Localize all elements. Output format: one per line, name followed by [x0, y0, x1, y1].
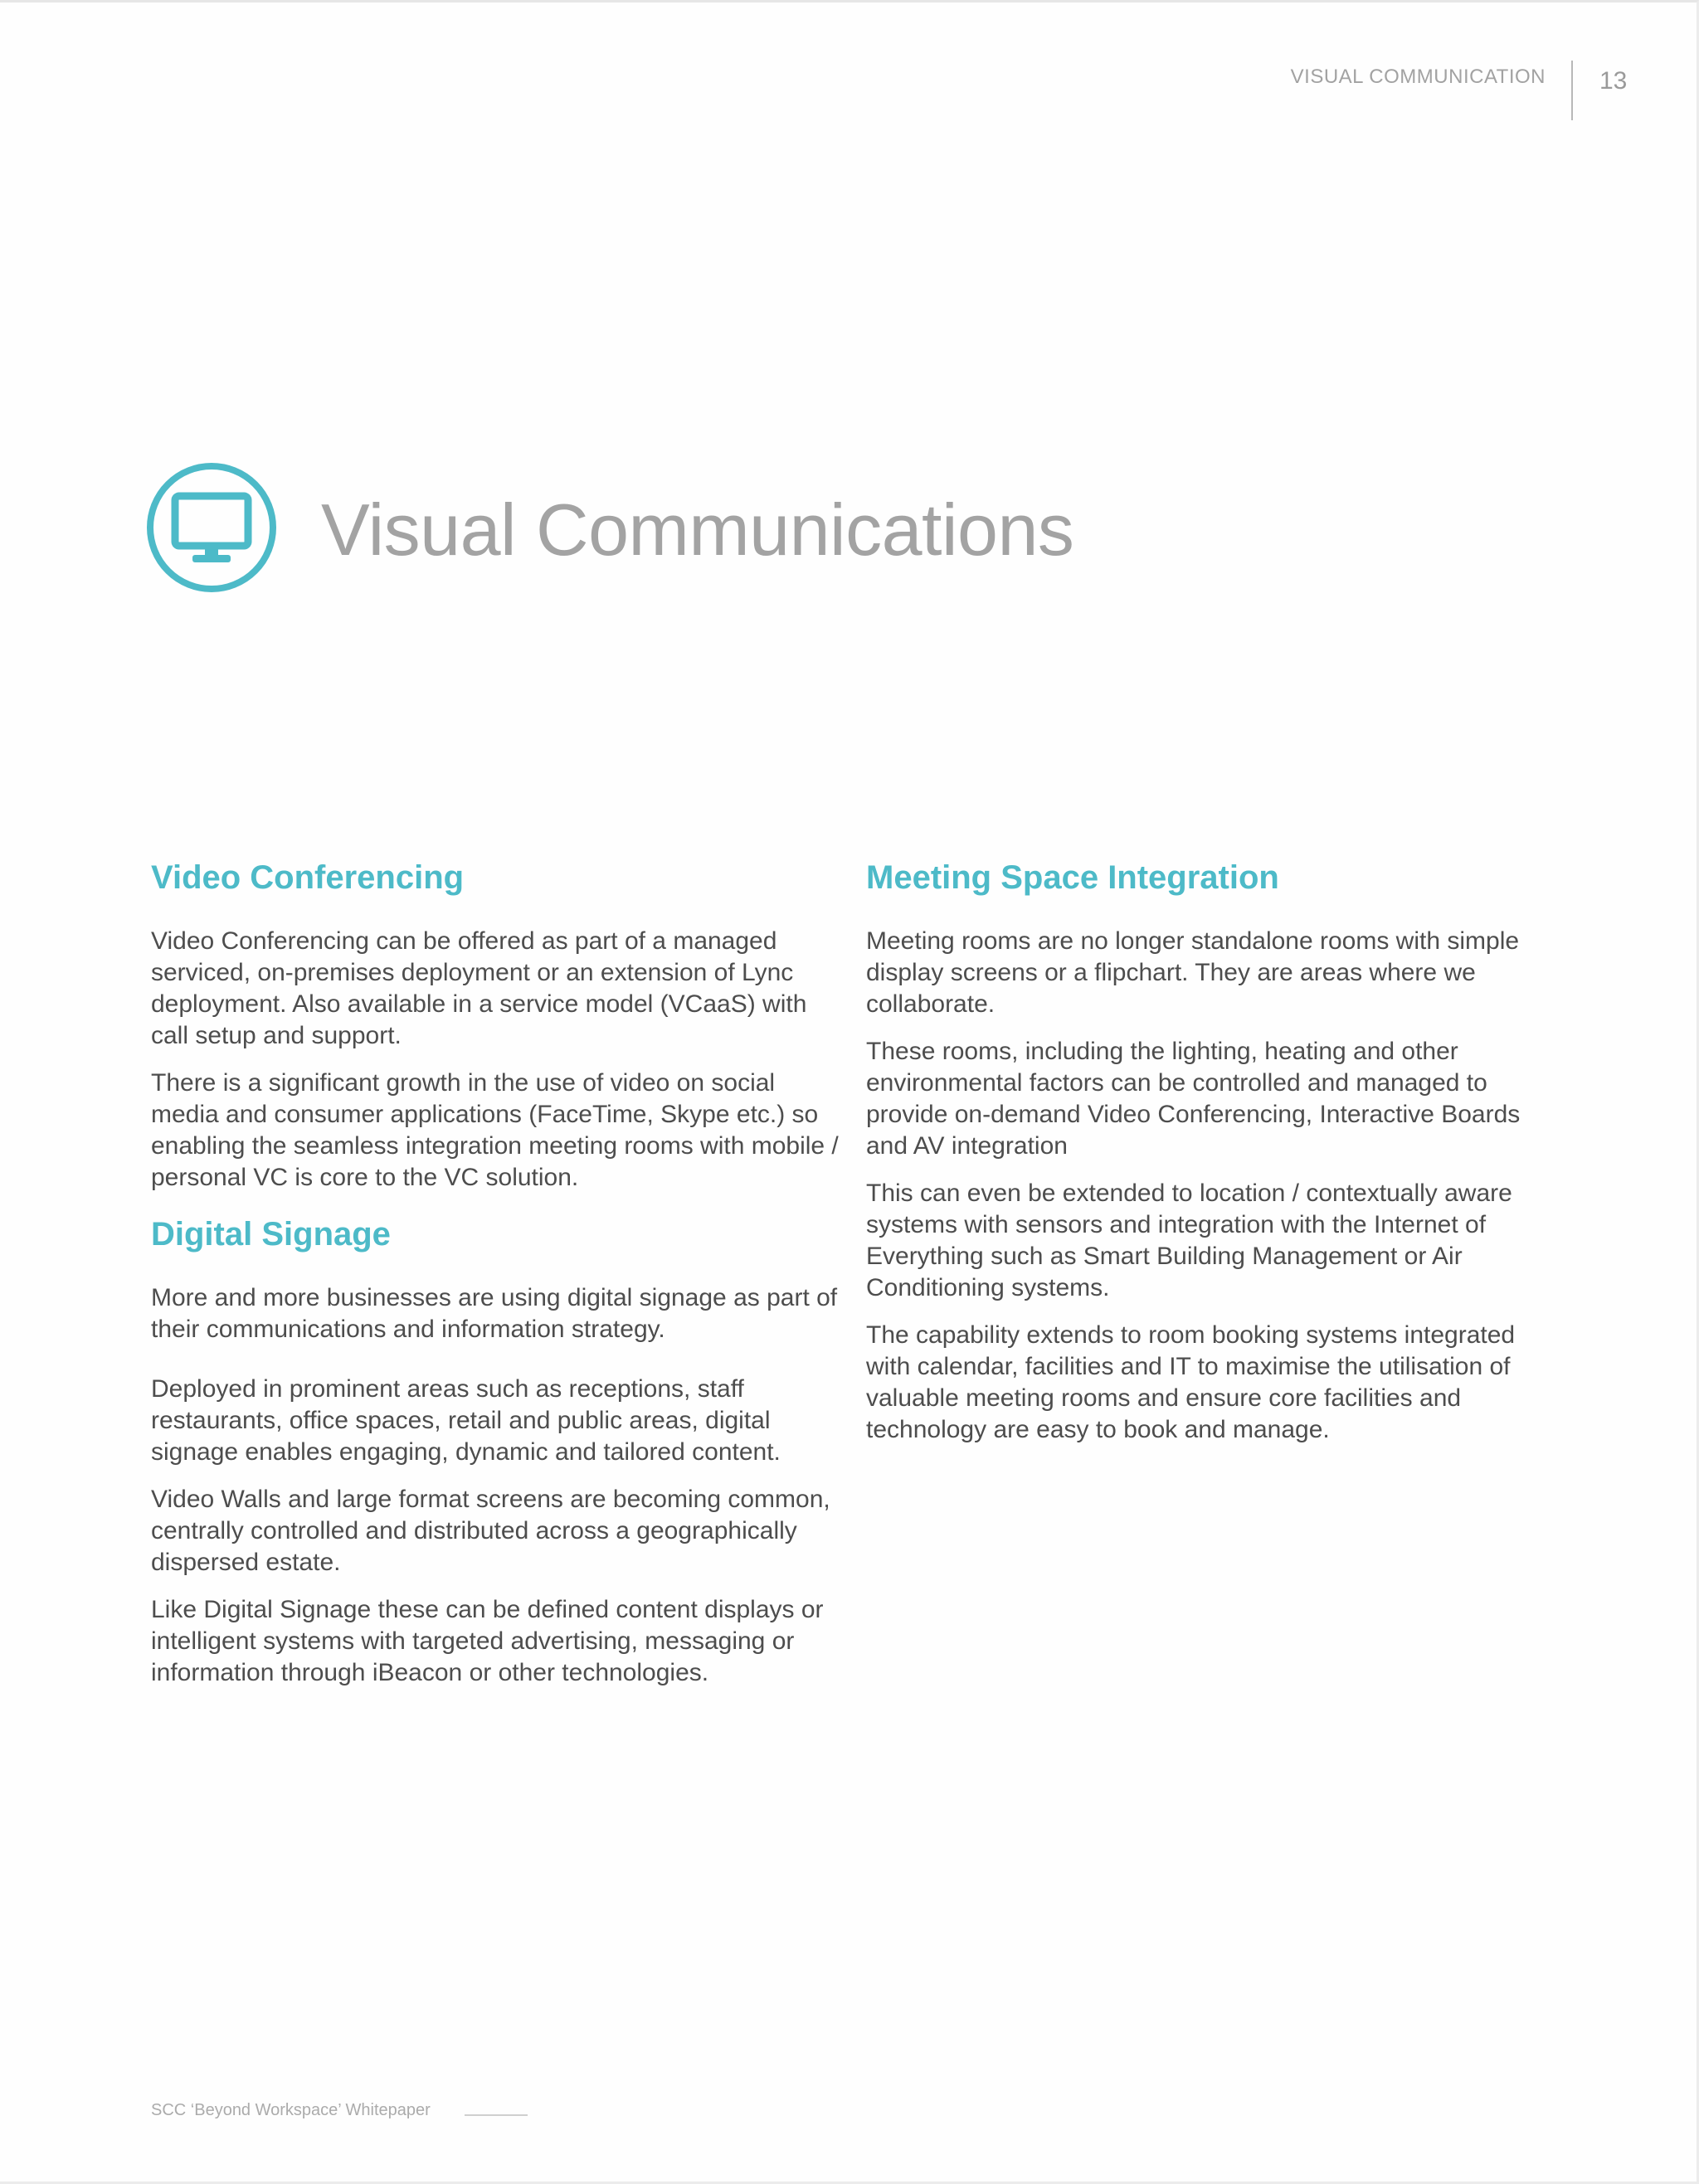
running-head-section-label: VISUAL COMMUNICATION — [1290, 66, 1546, 88]
digital-signage-paragraph-1: More and more businesses are using digital signage as part of their communications and information strategy. — [151, 1284, 838, 1343]
page-title: Visual Communications — [321, 489, 1074, 571]
video-conferencing-paragraph-1: Video Conferencing can be offered as part of a managed serviced, on-premises deployment or an extension of Lync deployment. Also available in a service model (VCaaS) with call setup and support. — [151, 927, 807, 1049]
digital-signage-paragraph-3: Video Walls and large format screens are becoming common, centrally controlled and distributed across a geographically dispersed estate. — [151, 1486, 830, 1576]
left-column — [151, 853, 840, 1705]
digital-signage-paragraph-4: Like Digital Signage these can be defined content displays or intelligent systems with targeted advertising, messaging or information through iBeacon or other technologies. — [151, 1596, 824, 1686]
digital-signage-paragraph-2: Deployed in prominent areas such as receptions, staff restaurants, office spaces, retail and public areas, digital signage enables engaging, dynamic and tailored content. — [151, 1375, 781, 1466]
heading-meeting-space-integration: Meeting Space Integration — [866, 859, 1279, 896]
meeting-space-paragraph-2: These rooms, including the lighting, heating and other environmental factors can be controlled and managed to provide on-demand Video Conferencing, Interactive Boards and AV integration — [866, 1038, 1521, 1160]
video-conferencing-paragraph-2: There is a significant growth in the use of video on social media and consumer applications (FaceTime, Skype etc.) so enabling the seamless integration meeting rooms with mobile / personal VC is core to the VC solution. — [151, 1069, 839, 1191]
footer-document-title: SCC ‘Beyond Workspace’ Whitepaper — [151, 2101, 431, 2119]
footer-divider — [465, 2114, 528, 2116]
heading-video-conferencing: Video Conferencing — [151, 859, 465, 896]
monitor-icon — [145, 461, 278, 594]
page-number: 13 — [1599, 67, 1628, 95]
right-column — [866, 853, 1546, 1462]
meeting-space-paragraph-3: This can even be extended to location / contextually aware systems with sensors and integration with the Internet of Everything such as Smart Building Management or Air Conditioning systems. — [866, 1180, 1512, 1301]
heading-digital-signage: Digital Signage — [151, 1216, 391, 1253]
header-divider — [1571, 61, 1573, 120]
meeting-space-paragraph-1: Meeting rooms are no longer standalone rooms with simple display screens or a flipchart. They are areas where we collaborate. — [866, 927, 1520, 1018]
meeting-space-paragraph-4: The capability extends to room booking systems integrated with calendar, facilities and IT to maximise the utilisation of valuable meeting rooms and ensure core facilities and technology are easy to book and manage. — [866, 1321, 1516, 1443]
